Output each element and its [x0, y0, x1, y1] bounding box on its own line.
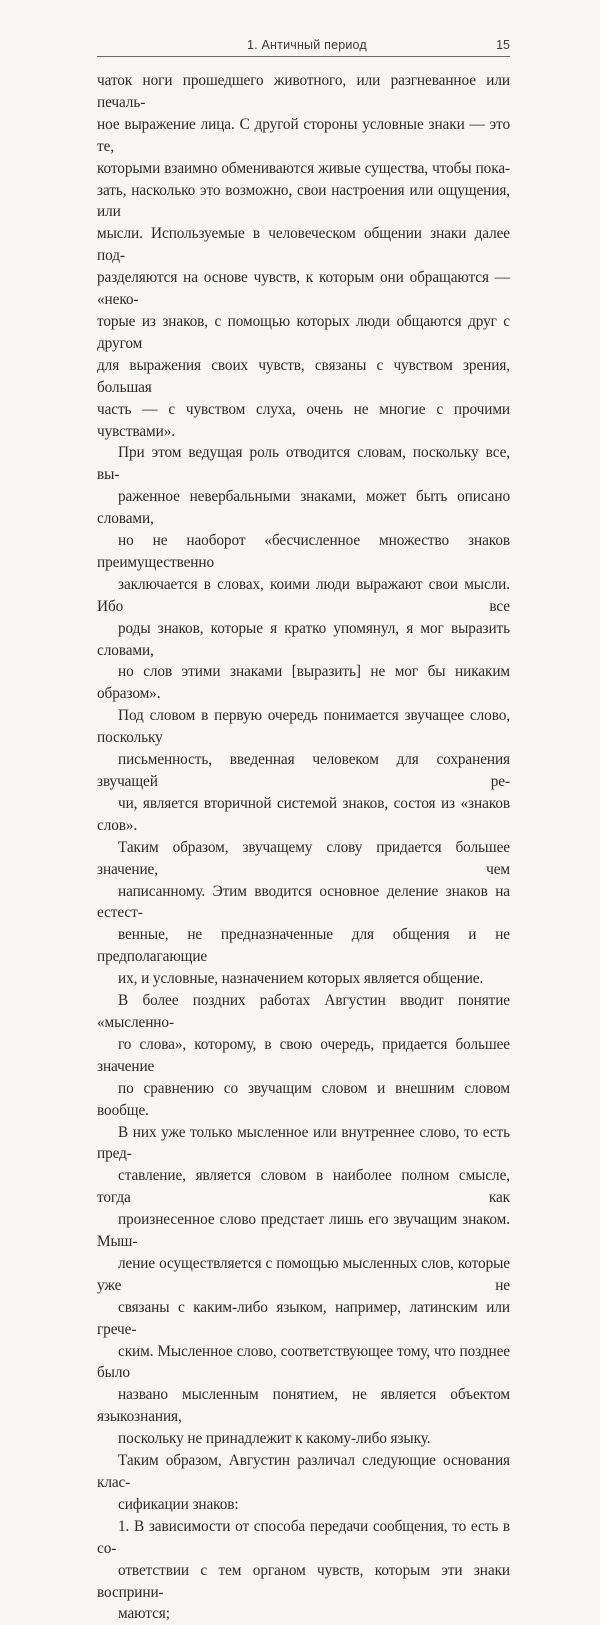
text-line: Таким образом, звучащему слову придается большее значение, чем	[97, 838, 510, 878]
text-line: для выражения своих чувств, связаны с чувством зрения, большая	[97, 356, 510, 396]
text-line: чаток ноги прошедшего животного, или разгневанное или печаль-	[97, 72, 510, 111]
text-line: заключается в словах, коими люди выражают свои мысли. Ибо все	[97, 575, 510, 615]
text-line: часть — с чувством слуха, очень не многие с прочими чувствами».	[97, 400, 510, 440]
text-line: раженное невербальными знаками, может быть описано словами,	[97, 488, 510, 528]
text-line: При этом ведущая роль отводится словам, поскольку все, вы-	[97, 444, 510, 484]
text-line: произнесенное слово предстает лишь его звучащим знаком. Мыш-	[97, 1211, 510, 1251]
text-line: Под словом в первую очередь понимается звучащее слово, поскольку	[97, 707, 510, 747]
text-line: торые из знаков, с помощью которых люди общаются друг с другом	[97, 312, 510, 352]
text-line: ное выражение лица. С другой стороны условные знаки — это те,	[97, 115, 510, 155]
text-line: которыми взаимно обмениваются живые существа, чтобы пока-	[97, 159, 510, 177]
text-line: разделяются на основе чувств, к которым они обращаются — «неко-	[97, 269, 510, 309]
paragraph	[97, 1450, 510, 1516]
text-line: чи, является вторичной системой знаков, состоя из «знаков слов».	[97, 794, 510, 834]
paragraph	[97, 70, 510, 442]
paragraph	[97, 442, 510, 990]
text-line: зать, насколько это возможно, свои настроения или ощущения, или	[97, 181, 510, 221]
text-line: 1. В зависимости от способа передачи сообщения, то есть в со-	[97, 1517, 510, 1557]
paragraph	[97, 990, 510, 1450]
page-number: 15	[496, 38, 510, 52]
text-line: го слова», которому, в свою очередь, придается большее значение	[97, 1035, 510, 1075]
text-line: поскольку не принадлежит к какому-либо языку.	[118, 1430, 431, 1448]
text-line: В них уже только мысленное или внутреннее слово, то есть пред-	[97, 1123, 510, 1163]
text-line: маются;	[118, 1605, 170, 1623]
text-line: мысли. Используемые в человеческом общении знаки далее под-	[97, 225, 510, 265]
paragraph	[97, 1516, 510, 1625]
text-line: Таким образом, Августин различал следующие основания клас-	[97, 1452, 510, 1491]
text-line: связаны с каким-либо языком, например, латинским или грече-	[97, 1298, 510, 1338]
text-line: письменность, введенная человеком для сохранения звучащей ре-	[97, 751, 510, 790]
text-line: роды знаков, которые я кратко упомянул, я мог выразить словами,	[97, 619, 510, 659]
text-line: но не наоборот «бесчисленное множество знаков преимущественно	[97, 532, 510, 571]
running-header	[97, 36, 510, 57]
text-line: ление осуществляется с помощью мысленных слов, которые уже не	[97, 1254, 510, 1294]
text-line: венные, не предназначенные для общения и не предполагающие	[97, 926, 510, 966]
text-line: ставление, является словом в наиболее полном смысле, тогда как	[97, 1167, 510, 1207]
text-line: их, и условные, назначением которых является общение.	[118, 970, 484, 988]
text-line: но слов этими знаками [выразить] не мог бы никаким образом».	[97, 663, 510, 703]
text-line: сификации знаков:	[118, 1495, 239, 1513]
text-line: написанному. Этим вводится основное деление знаков на естест-	[97, 882, 510, 922]
running-title: 1. Античный период	[247, 38, 367, 52]
text-line: ответствии с тем органом чувств, которым эти знаки восприни-	[97, 1561, 510, 1601]
body-text	[97, 70, 510, 1625]
text-line: ским. Мысленное слово, соответствующее тому, что позднее было	[97, 1342, 510, 1382]
text-line: названо мысленным понятием, не является объектом языкознания,	[97, 1386, 510, 1426]
text-line: по сравнению со звучащим словом и внешним словом вообще.	[97, 1079, 510, 1119]
text-line: В более поздних работах Августин вводит понятие «мысленно-	[97, 992, 510, 1031]
